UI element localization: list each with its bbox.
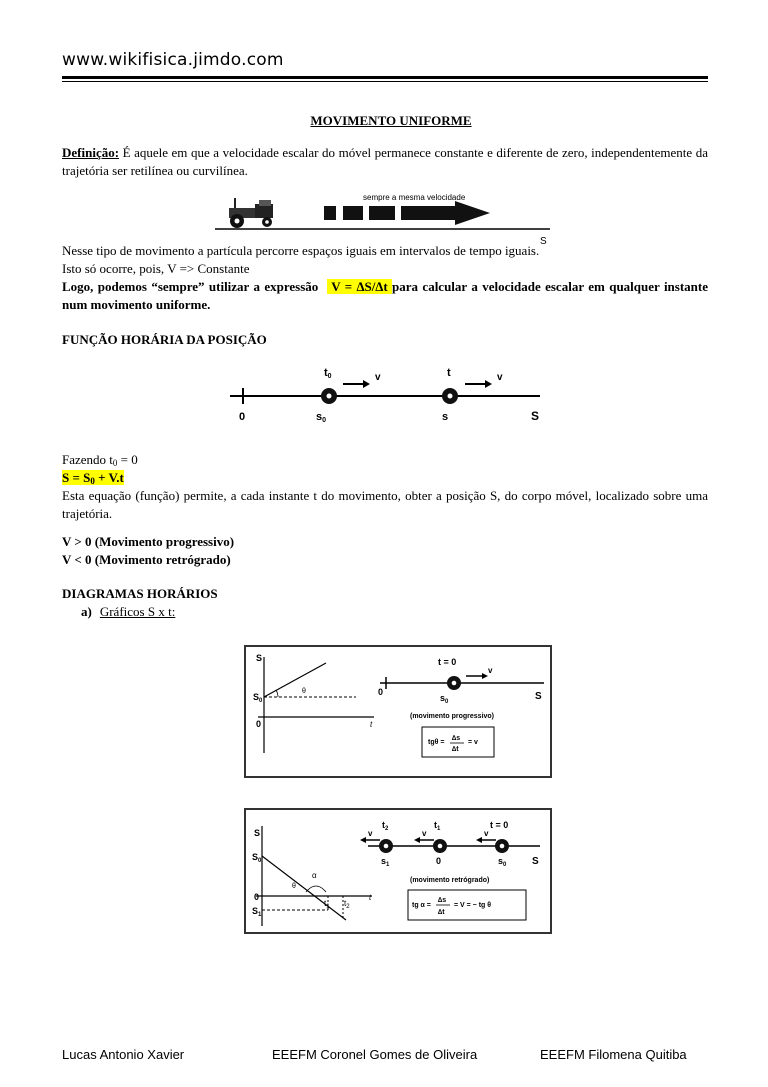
equation-description: Esta equação (função) permite, a cada instante t do movimento, obter a posição S, do corpo móvel, localizado sobre uma trajetória. [62,488,708,521]
figure-position-axis [225,360,555,432]
svg-text:α: α [312,871,317,880]
svg-text:t2: $t_2$ [344,899,350,910]
svg-text:t1: $t_1$ [434,820,441,832]
figure-progressive-graph [244,645,552,778]
svg-text:tgθ =: tgθ = [428,739,445,746]
body-at-s [442,388,458,404]
svg-text:= V = − tg θ: = V = − tg θ [454,902,492,909]
header-rule [62,76,708,79]
equation-initial-time: Fazendo $t_0 = 0$ [62,452,138,468]
section-position-function: FUNÇÃO HORÁRIA DA POSIÇÃO [62,332,267,347]
svg-text:(movimento progressivo): (movimento progressivo) [410,713,495,720]
svg-text:∆s: ∆s [452,735,461,742]
svg-text:s: s [442,411,449,423]
svg-text:S: S [535,691,542,702]
page-title: MOVIMENTO UNIFORME [310,113,472,128]
svg-text:v: v [488,666,493,675]
svg-text:tg α =: tg α = [412,902,431,909]
retrograde-motion: V < 0 (Movimento retrógrado) [62,552,231,567]
svg-text:∆s: ∆s [438,897,447,904]
equation-position: $S = S_0 + V.t$ [62,470,124,486]
body-line-2: Isto só ocorre, pois, V => Constante [62,261,250,276]
svg-text:S0: $S_0$ [252,852,262,864]
svg-text:v: v [422,829,427,838]
svg-text:t: t [369,893,372,902]
svg-text:S: S [532,856,539,867]
svg-text:v: v [497,372,503,383]
fig1-caption: sempre a mesma velocidade [363,193,466,202]
svg-text:= v: = v [468,739,478,746]
svg-text:v: v [484,829,489,838]
svg-text:0: 0 [436,856,442,866]
definition-text: É aquele em que a velocidade escalar do móvel permanece constante e diferente de zero, independentemente da trajetória ser retilínea ou curvilínea. [62,145,708,178]
body-line-1: Nesse tipo de movimento a partícula percorre espaços iguais em intervalos de tempo iguais. [62,243,540,258]
footer-school-2: EEEFM Filomena Quitiba [540,1047,687,1062]
section-time-diagrams: DIAGRAMAS HORÁRIOS [62,586,218,601]
svg-text:S: S [531,409,540,423]
svg-text:s0: $s_0$ [498,856,507,868]
fig1-axis-label: S [540,236,547,247]
svg-text:∆t: ∆t [438,909,445,916]
svg-text:0: 0 [239,411,246,423]
subsection-a: a) Gráficos S x t: [81,604,176,619]
svg-text:S: S [254,828,261,838]
svg-text:S: S [256,653,263,663]
svg-text:t: t [370,720,373,729]
tractor-icon [229,198,273,228]
svg-text:t = 0: t = 0 [438,657,457,667]
svg-text:θ: θ [292,883,296,890]
svg-text:t: t [447,367,451,379]
site-url[interactable]: www.wikifisica.jimdo.com [62,50,284,70]
svg-text:0: 0 [378,687,384,697]
svg-text:∆t: ∆t [452,746,459,753]
definition-label: Definição: [62,145,120,160]
svg-text:S0: $S_0$ [253,692,263,704]
body-line-3: Logo, podemos “sempre” utilizar a expressão V = ∆S/∆t para calcular a velocidade escalar em qualquer instante num movimento uniforme. [62,279,709,312]
definition-paragraph [62,144,708,180]
figure-constant-velocity [205,188,565,250]
body-at-s0 [321,388,337,404]
svg-text:v: v [368,829,373,838]
header-rule-thin [62,81,708,82]
progressive-motion: V > 0 (Movimento progressivo) [62,534,235,549]
figure-retrograde-graph [244,808,552,934]
svg-text:t = 0: t = 0 [490,820,509,830]
svg-text:v: v [375,372,381,383]
svg-text:S1: $S_1$ [252,906,262,918]
svg-text:s0: $s_0$ [440,693,449,705]
svg-text:0: 0 [254,892,260,902]
svg-text:t1: $t_1$ [324,899,330,910]
svg-text:(movimento retrógrado): (movimento retrógrado) [410,877,490,884]
svg-text:0: 0 [256,719,262,729]
svg-text:θ: θ [302,688,306,695]
velocity-formula-highlight: V = ∆S/∆t [327,279,393,294]
svg-text:s0: s0 [316,411,327,424]
footer-school-1: EEEFM Coronel Gomes de Oliveira [272,1047,478,1062]
svg-text:t2: $t_2$ [382,820,389,832]
footer-author: Lucas Antonio Xavier [62,1047,185,1062]
svg-text:t0: t0 [324,367,332,380]
svg-text:s1: $s_1$ [381,856,390,868]
